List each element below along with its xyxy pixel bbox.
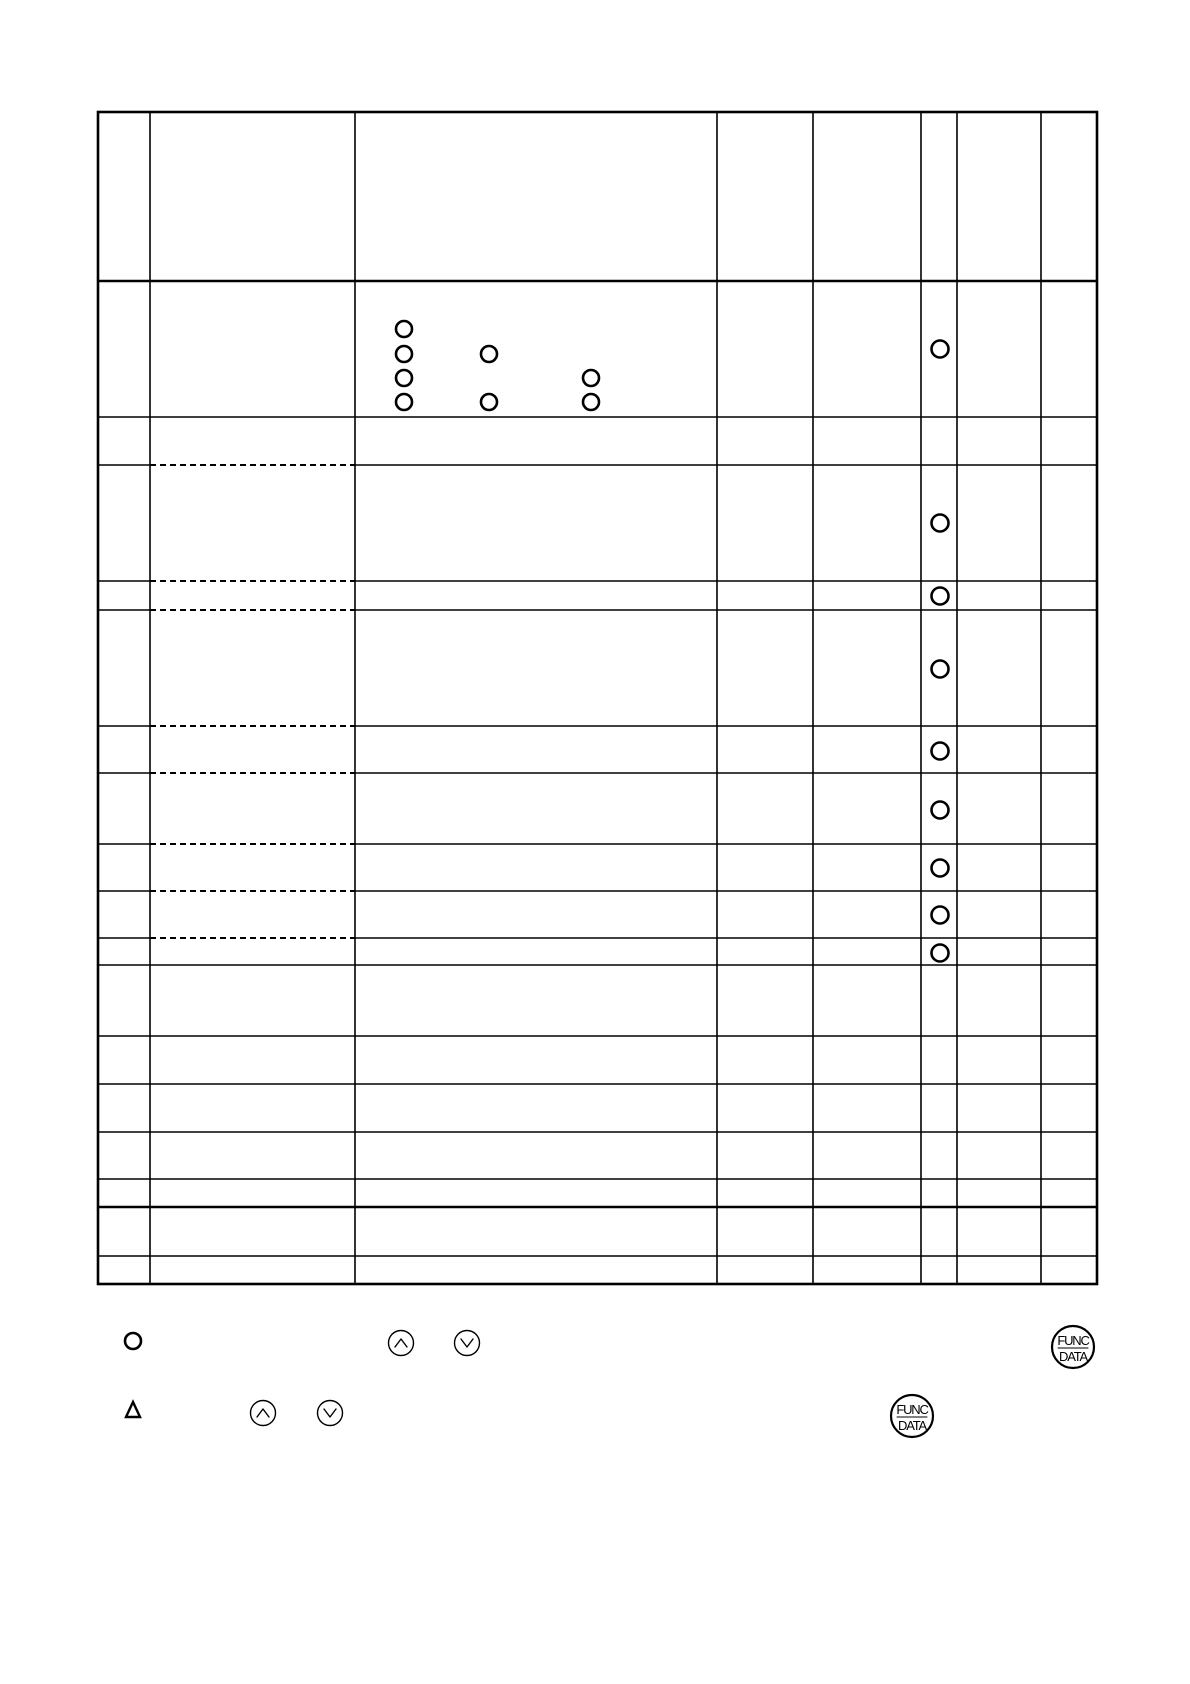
table-row-lines bbox=[98, 417, 1097, 1256]
circle-mark bbox=[932, 515, 949, 532]
circle-mark bbox=[583, 394, 599, 410]
triangle-symbol-icon bbox=[126, 1402, 140, 1417]
circle-mark bbox=[932, 743, 949, 760]
circle-mark bbox=[932, 661, 949, 678]
circle-mark bbox=[583, 370, 599, 386]
operation-column-circle-marks bbox=[932, 341, 949, 962]
circle-symbol-icon bbox=[125, 1333, 141, 1349]
down-arrow-key-icon bbox=[455, 1331, 480, 1356]
table-border bbox=[98, 112, 1097, 1284]
circle-mark bbox=[396, 346, 412, 362]
circle-mark bbox=[396, 394, 412, 410]
circle-mark bbox=[481, 394, 497, 410]
table-dashed-lines bbox=[150, 465, 355, 938]
up-arrow-key-icon bbox=[251, 1401, 276, 1426]
circle-mark bbox=[932, 907, 949, 924]
up-arrow-key-icon bbox=[389, 1331, 414, 1356]
legend-row-triangle bbox=[126, 1395, 933, 1437]
description-circle-marks bbox=[396, 321, 599, 410]
parameter-table bbox=[98, 112, 1097, 1284]
circle-mark bbox=[932, 341, 949, 358]
circle-mark bbox=[396, 321, 412, 337]
circle-mark bbox=[932, 802, 949, 819]
circle-mark bbox=[396, 370, 412, 386]
func-data-key-icon bbox=[1052, 1326, 1094, 1368]
legend bbox=[125, 1326, 1094, 1437]
func-key-label: FUNC bbox=[896, 1402, 928, 1417]
data-key-label: DATA bbox=[898, 1418, 926, 1433]
circle-mark bbox=[932, 860, 949, 877]
func-data-key-icon bbox=[891, 1395, 933, 1437]
data-key-label: DATA bbox=[1059, 1349, 1087, 1364]
circle-mark bbox=[481, 346, 497, 362]
legend-row-circle bbox=[125, 1326, 1094, 1368]
circle-mark bbox=[932, 945, 949, 962]
func-key-label: FUNC bbox=[1057, 1333, 1089, 1348]
table-column-lines bbox=[150, 112, 1041, 1284]
down-arrow-key-icon bbox=[318, 1401, 343, 1426]
circle-mark bbox=[932, 588, 949, 605]
